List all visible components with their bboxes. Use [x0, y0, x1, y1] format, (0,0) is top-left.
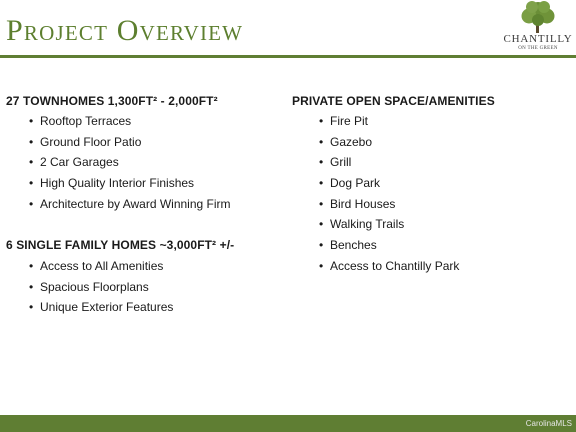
list-item	[319, 197, 459, 218]
header-divider	[0, 55, 576, 58]
single-family-list	[29, 259, 173, 321]
list-item-label: Access to Chantilly Park	[330, 258, 460, 273]
list-item	[29, 155, 231, 176]
list-item-label: Spacious Floorplans	[40, 279, 149, 294]
list-item	[319, 155, 459, 176]
list-item	[29, 280, 173, 301]
list-item	[29, 259, 173, 280]
list-item	[29, 114, 231, 135]
bullet-icon: •	[319, 196, 324, 211]
bullet-icon: •	[319, 134, 324, 149]
list-item	[319, 114, 459, 135]
chantilly-logo	[500, 0, 576, 55]
page-title: Project Overview	[6, 14, 244, 47]
bullet-icon: •	[319, 217, 324, 232]
list-item	[29, 135, 231, 156]
bullet-icon: •	[319, 258, 324, 273]
list-item-label: High Quality Interior Finishes	[40, 176, 195, 191]
list-item	[29, 176, 231, 197]
bullet-icon: •	[29, 155, 34, 170]
list-item-label: Ground Floor Patio	[40, 134, 142, 149]
amenities-list	[319, 114, 459, 280]
amenities-heading: PRIVATE OPEN SPACE/AMENITIES	[292, 94, 495, 108]
list-item-label: Architecture by Award Winning Firm	[40, 196, 231, 211]
list-item	[319, 238, 459, 259]
footer-bar	[0, 415, 576, 432]
list-item-label: Benches	[330, 238, 377, 253]
list-item	[319, 217, 459, 238]
bullet-icon: •	[319, 176, 324, 191]
list-item	[319, 259, 459, 280]
logo-subtitle: ON THE GREEN	[518, 46, 558, 51]
list-item-label: Fire Pit	[330, 114, 369, 128]
list-item-label: Bird Houses	[330, 196, 396, 211]
bullet-icon: •	[29, 134, 34, 149]
bullet-icon: •	[29, 196, 34, 211]
logo-name: CHANTILLY	[503, 33, 573, 45]
townhomes-list	[29, 114, 231, 217]
list-item-label: Dog Park	[330, 176, 381, 191]
bullet-icon: •	[29, 300, 34, 315]
single-family-heading: 6 SINGLE FAMILY HOMES ~3,000FT² +/-	[6, 238, 235, 252]
list-item	[319, 176, 459, 197]
bullet-icon: •	[319, 155, 324, 170]
watermark: CarolinaMLS	[525, 419, 572, 428]
bullet-icon: •	[29, 176, 34, 191]
list-item-label: Walking Trails	[330, 217, 405, 232]
list-item-label: Rooftop Terraces	[40, 114, 132, 128]
list-item-label: Grill	[330, 155, 352, 170]
bullet-icon: •	[29, 279, 34, 294]
tree-icon	[518, 0, 558, 34]
list-item	[29, 300, 173, 321]
bullet-icon: •	[319, 114, 324, 128]
list-item-label: Gazebo	[330, 134, 373, 149]
list-item-label: Access to All Amenities	[40, 259, 164, 273]
list-item	[319, 135, 459, 156]
list-item-label: Unique Exterior Features	[40, 300, 174, 315]
bullet-icon: •	[29, 114, 34, 128]
list-item-label: 2 Car Garages	[40, 155, 119, 170]
bullet-icon: •	[29, 259, 34, 273]
bullet-icon: •	[319, 238, 324, 253]
townhomes-heading: 27 TOWNHOMES 1,300FT² - 2,000FT²	[6, 94, 218, 108]
list-item	[29, 197, 231, 218]
